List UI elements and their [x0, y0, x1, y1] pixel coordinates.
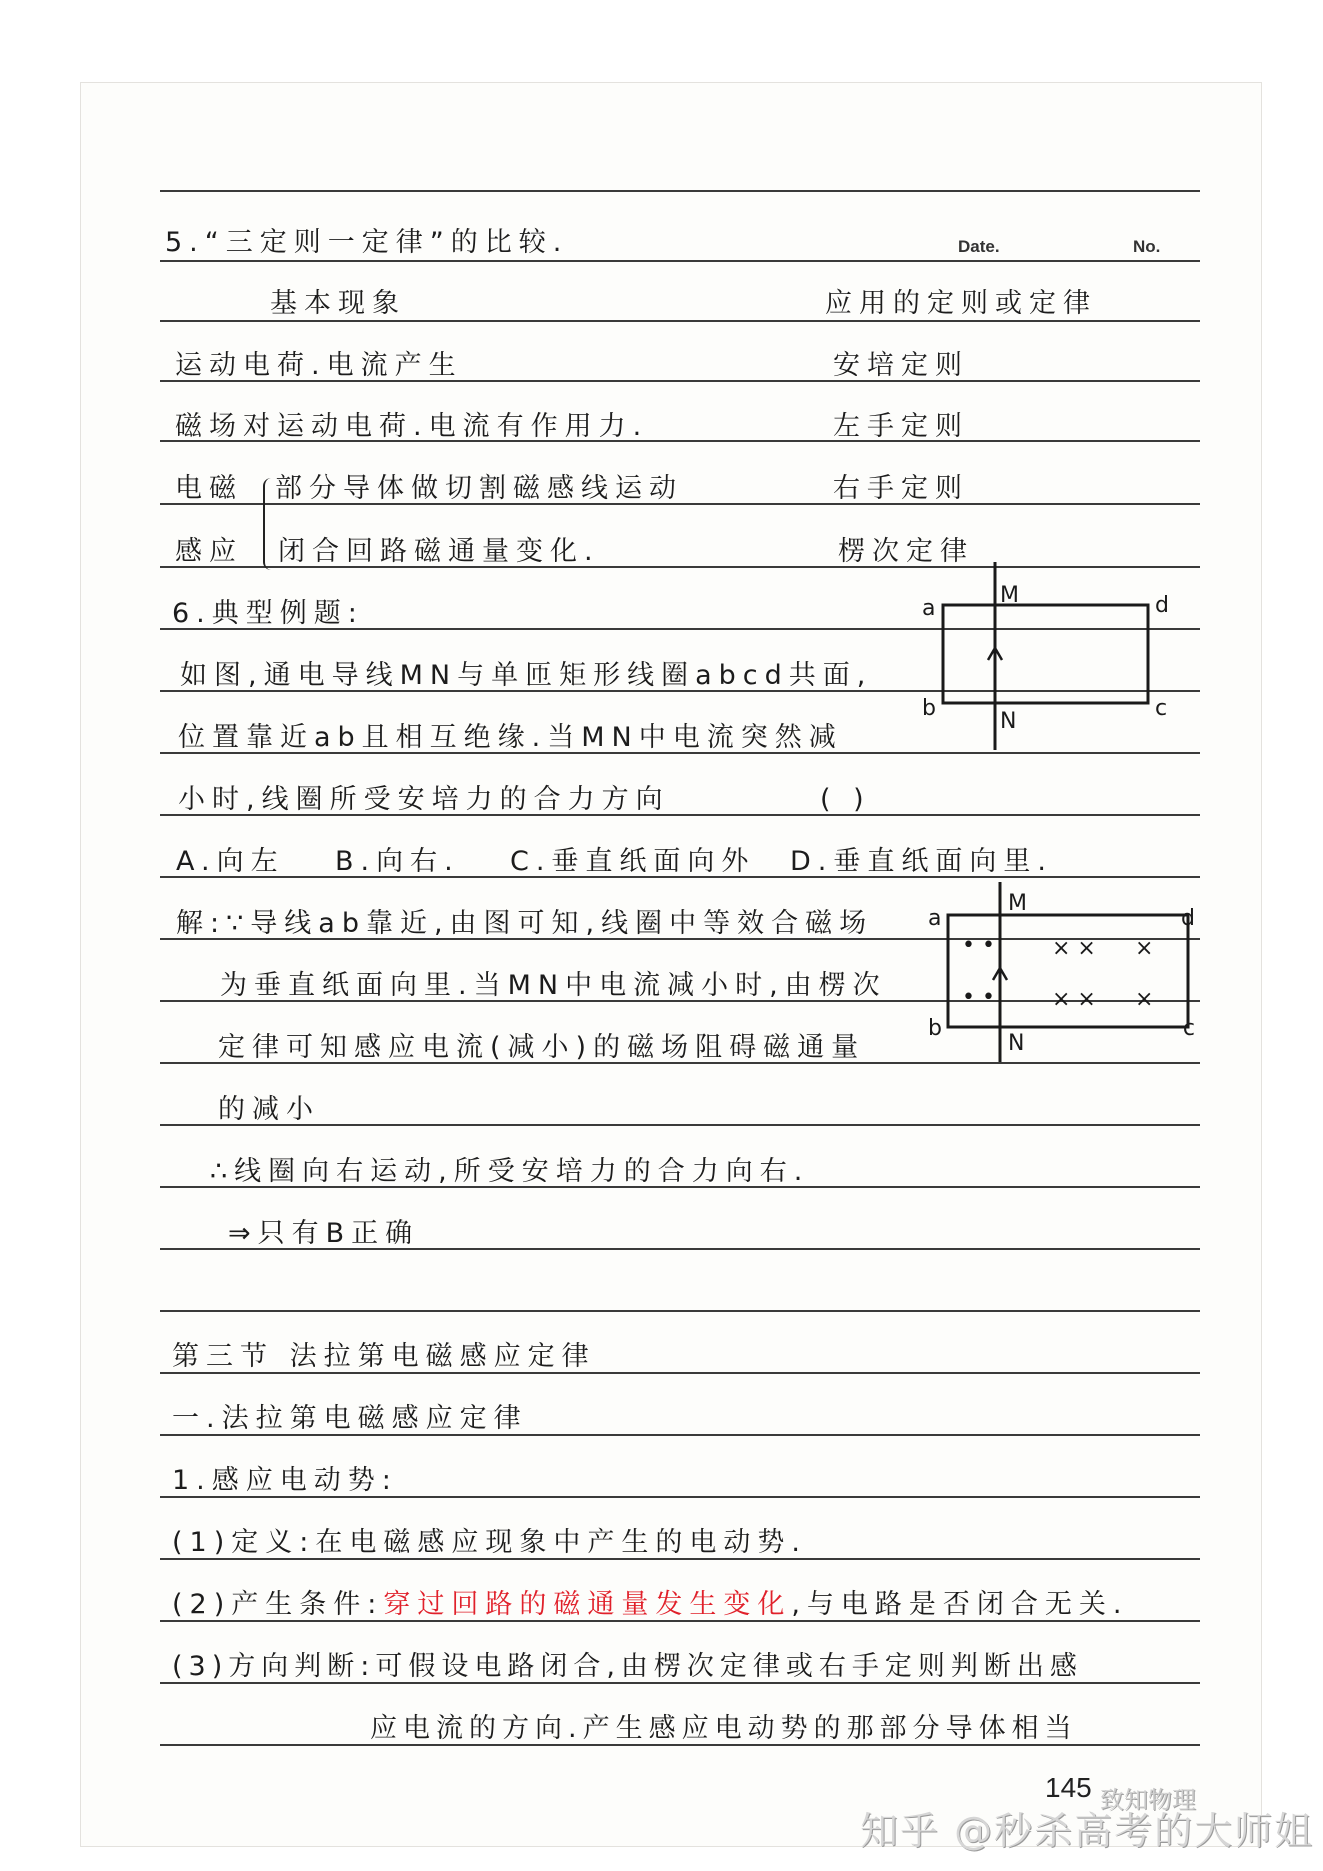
label-b: b	[922, 696, 936, 721]
solution-line-1: 解:∵导线ab靠近,由图可知,线圈中等效合磁场	[176, 908, 874, 939]
row4-phenomenon: 闭合回路磁通量变化.	[278, 536, 600, 567]
label-d: d	[1155, 593, 1169, 618]
direction-line-1: (3)方向判断:可假设电路闭合,由楞次定律或右手定则判断出感	[172, 1651, 1083, 1682]
condition-prefix: (2)产生条件:	[172, 1589, 384, 1620]
section5-title: 5.“三定则一定律”的比较.	[165, 227, 569, 258]
diagram-field-coil	[900, 880, 1200, 1070]
condition-highlight: 穿过回路的磁通量发生变化	[383, 1589, 792, 1620]
item1-label: 1.感应电动势:	[172, 1465, 398, 1496]
col-header-phenomenon: 基本现象	[270, 288, 406, 319]
rule-line	[160, 1310, 1200, 1312]
label-b: b	[928, 1016, 942, 1041]
page-number: 145	[1045, 1772, 1092, 1803]
direction-line-2: 应电流的方向.产生感应电动势的那部分导体相当	[370, 1713, 1078, 1744]
watermark-zhihu: 知乎 @秒杀高考的大师姐	[860, 1809, 1315, 1853]
solution-line-3: 定律可知感应电流(减小)的磁场阻碍磁通量	[218, 1032, 866, 1063]
diagram-wire-coil	[900, 560, 1200, 760]
rule-line	[160, 260, 1200, 262]
option-d: D.垂直纸面向里.	[790, 846, 1053, 877]
date-label: Date.	[958, 237, 1000, 256]
no-label: No.	[1133, 237, 1161, 256]
row2-rule: 左手定则	[833, 411, 969, 442]
label-n: N	[1000, 709, 1017, 734]
answer-blank: ( )	[820, 784, 871, 815]
section6-title: 6.典型例题:	[172, 598, 364, 629]
label-m: M	[1000, 583, 1019, 608]
label-a: a	[922, 596, 936, 621]
solution-line-4: 的减小	[218, 1094, 320, 1125]
condition-suffix: ,与电路是否闭合无关.	[791, 1589, 1129, 1620]
question-line-3: 小时,线圈所受安培力的合力方向	[178, 784, 670, 815]
field-in-cross-far-bottom: ×	[1135, 987, 1154, 1012]
question-line-2: 位置靠近ab且相互绝缘.当MN中电流突然减	[178, 722, 843, 753]
brace	[263, 478, 275, 570]
row4-rule: 楞次定律	[838, 536, 974, 567]
row3-rule: 右手定则	[833, 473, 969, 504]
condition-line	[172, 1588, 1129, 1622]
label-d: d	[1181, 906, 1195, 931]
group-label-top: 电磁	[175, 473, 243, 504]
option-b: B.向右.	[335, 846, 460, 877]
solution-line-6: ⇒只有B正确	[228, 1218, 420, 1249]
col-header-rule: 应用的定则或定律	[825, 288, 1097, 319]
field-out-dots-bottom: • •	[962, 985, 995, 1010]
row1-phenomenon: 运动电荷.电流产生	[175, 350, 463, 381]
field-in-crosses-bottom: × ×	[1052, 987, 1096, 1012]
option-a: A.向左	[176, 846, 285, 877]
field-in-crosses-top: × ×	[1052, 936, 1096, 961]
label-a: a	[928, 906, 942, 931]
label-c: c	[1155, 696, 1168, 721]
solution-line-5: ∴线圈向右运动,所受安培力的合力向右.	[210, 1156, 810, 1187]
label-m: M	[1008, 891, 1027, 916]
section3-title: 第三节 法拉第电磁感应定律	[172, 1341, 596, 1372]
label-n: N	[1008, 1031, 1025, 1056]
field-out-dots-top: • •	[962, 933, 995, 958]
row3-phenomenon: 部分导体做切割磁感线运动	[275, 473, 683, 504]
row1-rule: 安培定则	[833, 350, 969, 381]
watermark-sub: 致知物理	[1100, 1786, 1196, 1814]
group-label-bottom: 感应	[175, 536, 243, 567]
label-c: c	[1182, 1016, 1195, 1041]
row2-phenomenon: 磁场对运动电荷.电流有作用力.	[175, 411, 649, 442]
section3-subtitle: 一.法拉第电磁感应定律	[172, 1403, 528, 1434]
option-c: C.垂直纸面向外	[510, 846, 756, 877]
solution-line-2: 为垂直纸面向里.当MN中电流减小时,由楞次	[220, 970, 887, 1001]
question-line-1: 如图,通电导线MN与单匝矩形线圈abcd共面,	[180, 660, 873, 691]
definition-line: (1)定义:在电磁感应现象中产生的电动势.	[172, 1527, 807, 1558]
rule-line	[160, 190, 1200, 192]
field-in-cross-far-top: ×	[1135, 936, 1154, 961]
